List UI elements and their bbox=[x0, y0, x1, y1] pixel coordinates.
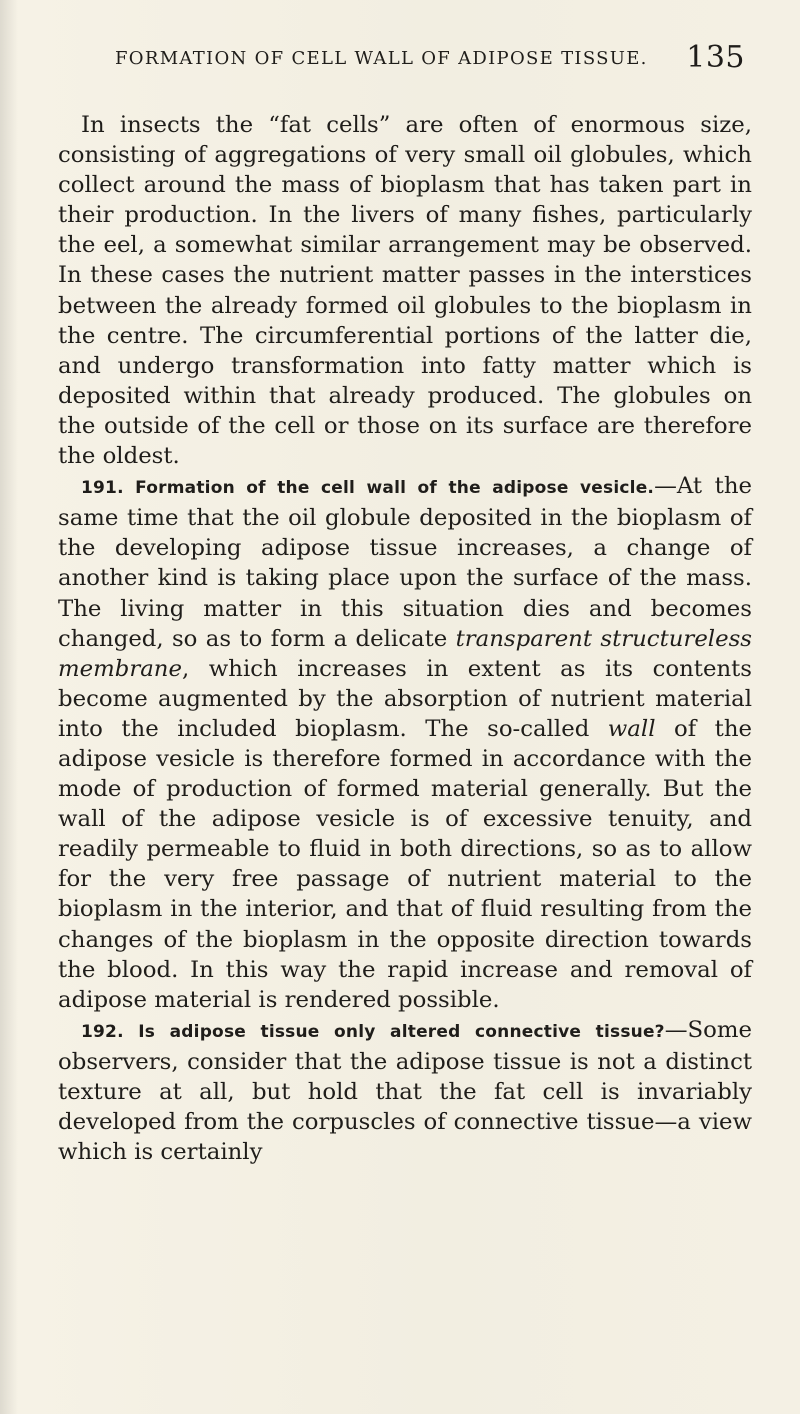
section-191-text-part1: —At the same time that the oil globule deposited in the bioplasm of the developing adipose tissue increases, a change of another kind is taking place upon the surface of the mass. The living matter in this situation dies and becomes changed, so as to form a delicate bbox=[58, 473, 752, 652]
section-191-text-part3: of the adipose vesicle is therefore formed in accordance with the mode of production of formed material generally. But the wall of the adipose vesicle is of excessive tenuity, and readily permeable to fluid in both directions, so as to allow for the very free passage of nutrient material to the bioplasm in the interior, and that of fluid resulting from the changes of the bioplasm in the opposite direction towards the blood. In this way the rapid increase and removal of adipose material is rendered possible. bbox=[58, 715, 752, 1013]
running-head bbox=[115, 40, 745, 88]
page-gutter-shadow bbox=[0, 0, 18, 1414]
page-body bbox=[58, 110, 752, 1167]
paragraph-insect-fat-cells: In insects the “fat cells” are often of enormous size, consisting of aggregations of very small oil globules, which collect around the mass of bioplasm that has taken part in their production. In the livers of many fishes, particularly the eel, a somewhat similar arrangement may be observed. In these cases the nutrient matter passes in the interstices between the already formed oil globules to the bioplasm in the centre. The circumferential portions of the latter die, and undergo transformation into fatty matter which is deposited within that already produced. The globules on the outside of the cell or those on its surface are therefore the oldest. bbox=[58, 112, 752, 470]
section-191-text-part2: , which increases in extent as its contents become augmented by the absorption of nutrient material into the included bioplasm. The so-called bbox=[58, 655, 752, 742]
section-191-heading: 191. Formation of the cell wall of the adipose vesicle. bbox=[81, 478, 655, 499]
running-head-title: FORMATION OF CELL WALL OF ADIPOSE TISSUE. bbox=[115, 48, 648, 69]
paragraph-section-191 bbox=[58, 471, 752, 1015]
paragraph-section-192 bbox=[58, 1015, 752, 1167]
section-192-heading: 192. Is adipose tissue only altered connective tissue? bbox=[81, 1021, 665, 1042]
section-191-emphasis-membrane: transparent structureless membrane bbox=[58, 625, 752, 682]
section-191-emphasis-wall: wall bbox=[607, 715, 656, 742]
page-number: 135 bbox=[686, 40, 745, 75]
section-192-text: —Some observers, consider that the adipose tissue is not a distinct texture at all, but hold that the fat cell is invariably developed from the corpuscles of connective tissue—a view which is certainly bbox=[58, 1016, 752, 1166]
